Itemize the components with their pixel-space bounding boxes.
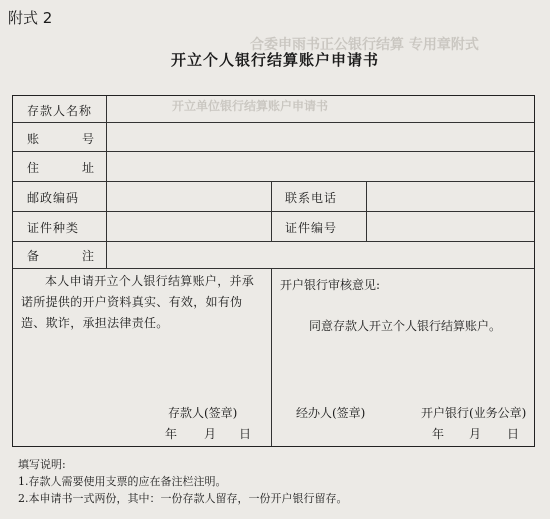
applicant-date-month: 月: [204, 427, 217, 441]
postal-code-field[interactable]: [107, 182, 271, 211]
instructions-heading: 填写说明:: [18, 458, 66, 471]
applicant-date-day: 日: [239, 427, 252, 441]
id-number-label: 证件编号: [285, 221, 338, 235]
bank-review-text: 同意存款人开立个人银行结算账户。: [309, 319, 502, 333]
postal-code-label: 邮政编码: [27, 191, 80, 205]
remarks-label-part1: 备: [27, 249, 41, 263]
bank-date-month: 月: [469, 427, 482, 441]
appendix-label: 附式 2: [8, 9, 53, 27]
applicant-statement: 本人申请开立个人银行结算账户，并承诺所提供的开户资料真实、有效，如有伪造、欺诈，承担法律责任。: [21, 274, 255, 330]
depositor-name-field[interactable]: [107, 96, 534, 122]
applicant-date-year: 年: [165, 427, 178, 441]
depositor-name-label: 存款人名称: [27, 103, 93, 118]
form-title: 开立个人银行结算账户申请书: [170, 51, 379, 69]
bleed-through-text: 合委申雨书正公银行结算 专用章附式: [250, 37, 479, 53]
bank-date-day: 日: [507, 427, 520, 441]
remarks-field[interactable]: [107, 242, 534, 268]
instruction-item-1: 1.存款人需要使用支票的应在备注栏注明。: [18, 475, 227, 488]
handler-signature-label: 经办人(签章): [296, 406, 366, 420]
instruction-item-2: 2.本申请书一式两份，其中：一份存款人留存，一份开户银行留存。: [18, 492, 348, 505]
bleed-through-text: 开立单位银行结算账户申请书: [172, 99, 329, 113]
applicant-signature-label: 存款人(签章): [168, 406, 238, 420]
phone-label: 联系电话: [285, 191, 338, 205]
address-field[interactable]: [107, 152, 534, 181]
bank-seal-label: 开户银行(业务公章): [421, 406, 527, 420]
id-type-label: 证件种类: [27, 221, 80, 235]
address-label-part2: 址: [81, 161, 95, 175]
filling-instructions: [18, 456, 348, 507]
bank-date-year: 年: [432, 427, 445, 441]
remarks-label-part2: 注: [81, 249, 95, 263]
address-label-part1: 住: [27, 161, 41, 175]
phone-field[interactable]: [367, 182, 534, 211]
application-form: [12, 95, 535, 447]
account-label-part2: 号: [81, 131, 95, 146]
bank-review-heading: 开户银行审核意见:: [280, 278, 381, 292]
account-number-field[interactable]: [107, 123, 534, 151]
id-number-field[interactable]: [367, 212, 534, 241]
account-label-part1: 账: [27, 131, 41, 146]
id-type-field[interactable]: [107, 212, 271, 241]
